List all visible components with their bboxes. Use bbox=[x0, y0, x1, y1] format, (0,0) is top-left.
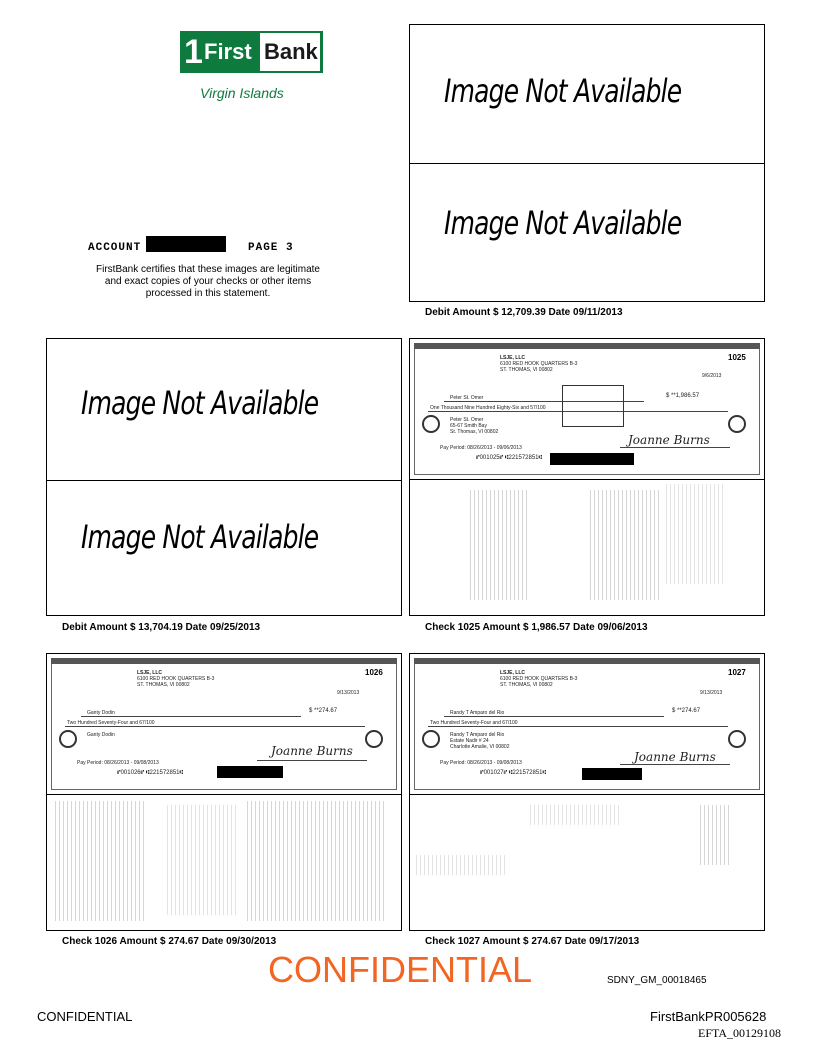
check-date: 9/6/2013 bbox=[702, 373, 722, 379]
check-payee-address-2: Estate Nadir # 24 bbox=[450, 738, 489, 744]
confidential-stamp: CONFIDENTIAL bbox=[268, 949, 533, 990]
check-address-2: ST. THOMAS, VI 00802 bbox=[500, 682, 553, 688]
logo-region: Virgin Islands bbox=[200, 85, 284, 101]
check-company: LSJE, LLC bbox=[500, 355, 526, 361]
check-frame-1027 bbox=[409, 653, 765, 931]
check-payee-address-3: Charlotte Amalie, VI 00802 bbox=[450, 744, 510, 750]
check-company: LSJE, LLC bbox=[137, 670, 163, 676]
item-caption-1: Debit Amount $ 12,709.39 Date 09/11/2013 bbox=[425, 307, 623, 318]
check-back bbox=[47, 795, 401, 930]
certification-text: FirstBank certifies that these images are legitimate and exact copies of your checks or other items processed in this statement. bbox=[96, 264, 320, 299]
check-date: 9/13/2013 bbox=[337, 690, 360, 696]
check-written-amount: Two Hundred Seventy-Four and 67/100 bbox=[67, 720, 155, 726]
check-amount: $ **274.67 bbox=[672, 708, 701, 714]
check-memo: Pay Period: 08/26/2013 - 09/06/2013 bbox=[440, 445, 522, 451]
check-frame-1026 bbox=[46, 653, 402, 931]
logo-first: First bbox=[204, 39, 252, 64]
check-number: 1026 bbox=[365, 668, 383, 677]
image-frame-1 bbox=[409, 24, 765, 302]
logo-bank-box bbox=[260, 33, 320, 71]
image-not-available: Image Not Available bbox=[81, 384, 319, 422]
check-frame-1025 bbox=[409, 338, 765, 616]
item-caption-2: Debit Amount $ 13,704.19 Date 09/25/2013 bbox=[62, 622, 261, 633]
image-frame-2 bbox=[46, 338, 402, 616]
image-not-available: Image Not Available bbox=[444, 72, 682, 110]
check-memo: Pay Period: 08/26/2013 - 09/08/2013 bbox=[77, 760, 159, 766]
micr-redaction bbox=[582, 768, 642, 780]
check-signature: Joanne Burns bbox=[271, 744, 353, 758]
bates-number: FirstBankPR005628 bbox=[650, 1009, 767, 1024]
confidential-footer: CONFIDENTIAL bbox=[37, 1009, 133, 1024]
logo-one: 1 bbox=[184, 33, 203, 71]
check-back bbox=[410, 795, 764, 930]
page-label: PAGE 3 bbox=[248, 242, 294, 254]
firstbank-logo bbox=[180, 31, 323, 73]
check-date: 9/13/2013 bbox=[700, 690, 723, 696]
check-micr: ⑈001025⑈ ⑆221572851⑆ bbox=[476, 455, 543, 461]
bank-stamp bbox=[562, 385, 624, 427]
check-payee: Ganty Dodin bbox=[87, 710, 115, 716]
check-payee: Peter St. Omer bbox=[450, 395, 484, 401]
item-caption-5: Check 1027 Amount $ 274.67 Date 09/17/2013 bbox=[425, 936, 640, 947]
check-signature: Joanne Burns bbox=[628, 433, 710, 447]
check-micr: ⑈001026⑈ ⑆221572851⑆ bbox=[117, 770, 184, 776]
account-redaction bbox=[146, 236, 226, 252]
check-payee-address-2: 65-67 Smith Bay bbox=[450, 423, 487, 429]
check-payee-address-1: Ganty Dodin bbox=[87, 732, 115, 738]
check-amount: $ **1,986.57 bbox=[666, 393, 700, 399]
check-company: LSJE, LLC bbox=[500, 670, 526, 676]
micr-redaction bbox=[550, 453, 634, 465]
check-address-1: 6100 RED HOOK QUARTERS B-3 bbox=[500, 676, 578, 682]
check-front bbox=[410, 654, 764, 794]
check-number: 1027 bbox=[728, 668, 746, 677]
image-not-available: Image Not Available bbox=[444, 204, 682, 242]
check-address-1: 6100 RED HOOK QUARTERS B-3 bbox=[137, 676, 215, 682]
check-memo: Pay Period: 08/26/2013 - 09/08/2013 bbox=[440, 760, 522, 766]
check-micr: ⑈001027⑈ ⑆221572851⑆ bbox=[480, 770, 547, 776]
check-payee-address-1: Peter St. Omer bbox=[450, 417, 484, 423]
image-not-available: Image Not Available bbox=[81, 518, 319, 556]
divider bbox=[47, 480, 401, 481]
check-back bbox=[410, 480, 764, 615]
check-address-1: 6100 RED HOOK QUARTERS B-3 bbox=[500, 361, 578, 367]
logo-bank: Bank bbox=[264, 39, 318, 64]
check-amount: $ **274.67 bbox=[309, 708, 338, 714]
check-front bbox=[410, 339, 764, 479]
check-payee-address-3: St. Thomas, VI 00802 bbox=[450, 429, 499, 435]
account-label: ACCOUNT bbox=[88, 242, 142, 254]
sdny-bates-number: SDNY_GM_00018465 bbox=[607, 975, 707, 986]
check-address-2: ST. THOMAS, VI 00802 bbox=[500, 367, 553, 373]
check-written-amount: One Thousand Nine Hundred Eighty-Six and 57/100 bbox=[430, 405, 546, 411]
micr-redaction bbox=[217, 766, 283, 778]
check-payee: Randy T Amparo del Rio bbox=[450, 710, 505, 716]
item-caption-3: Check 1025 Amount $ 1,986.57 Date 09/06/2013 bbox=[425, 622, 648, 633]
check-number: 1025 bbox=[728, 353, 746, 362]
divider bbox=[410, 163, 764, 164]
item-caption-4: Check 1026 Amount $ 274.67 Date 09/30/2013 bbox=[62, 936, 277, 947]
check-payee-address-1: Randy T Amparo del Rio bbox=[450, 732, 505, 738]
check-signature: Joanne Burns bbox=[634, 750, 716, 764]
check-front bbox=[47, 654, 401, 794]
efta-number: EFTA_00129108 bbox=[698, 1026, 782, 1040]
check-written-amount: Two Hundred Seventy-Four and 67/100 bbox=[430, 720, 518, 726]
check-address-2: ST. THOMAS, VI 00802 bbox=[137, 682, 190, 688]
